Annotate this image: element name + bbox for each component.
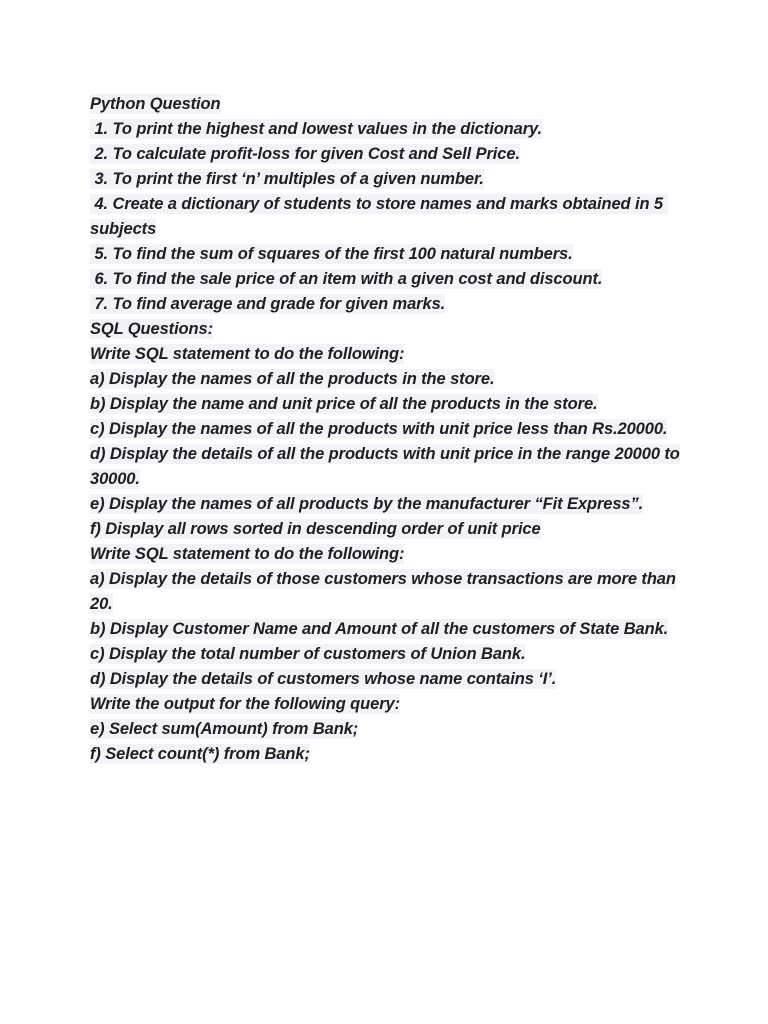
python-question-6 <box>90 267 690 292</box>
sql-output-instruction <box>90 692 690 717</box>
line-text: 7. To find average and grade for given marks. <box>90 295 446 313</box>
sql-question-2b <box>90 617 690 642</box>
line-text: 6. To find the sale price of an item with a given cost and discount. <box>90 270 603 288</box>
line-text: 4. Create a dictionary of students to store names and marks obtained in 5 subjects <box>90 195 668 238</box>
line-text: c) Display the names of all the products with unit price less than Rs.20000. <box>90 420 668 438</box>
line-text: Write SQL statement to do the following: <box>90 345 405 363</box>
line-text: SQL Questions: <box>90 320 213 338</box>
sql-query-f <box>90 742 690 767</box>
line-text: b) Display the name and unit price of all the products in the store. <box>90 395 598 413</box>
sql-question-2a <box>90 567 690 617</box>
sql-query-e <box>90 717 690 742</box>
line-text: Python Question <box>90 95 221 113</box>
line-text: f) Select count(*) from Bank; <box>90 745 310 763</box>
python-question-5 <box>90 242 690 267</box>
python-question-4 <box>90 192 690 242</box>
sql-instruction-1 <box>90 342 690 367</box>
document-body <box>90 92 690 767</box>
sql-question-1c <box>90 417 690 442</box>
line-text: d) Display the details of all the products with unit price in the range 20000 to 30000. <box>90 445 680 488</box>
heading-python-question <box>90 92 690 117</box>
line-text: a) Display the names of all the products in the store. <box>90 370 495 388</box>
sql-question-1d <box>90 442 690 492</box>
line-text: a) Display the details of those customers whose transactions are more than 20. <box>90 570 676 613</box>
line-text: 2. To calculate profit-loss for given Cost and Sell Price. <box>90 145 520 163</box>
sql-question-2d <box>90 667 690 692</box>
sql-instruction-2 <box>90 542 690 567</box>
line-text: Write SQL statement to do the following: <box>90 545 405 563</box>
line-text: 1. To print the highest and lowest values in the dictionary. <box>90 120 542 138</box>
line-text: f) Display all rows sorted in descending order of unit price <box>90 520 541 538</box>
line-text: b) Display Customer Name and Amount of all the customers of State Bank. <box>90 620 669 638</box>
sql-question-1b <box>90 392 690 417</box>
line-text: d) Display the details of customers whose name contains ‘I’. <box>90 670 557 688</box>
sql-question-1e <box>90 492 690 517</box>
sql-question-2c <box>90 642 690 667</box>
line-text: e) Select sum(Amount) from Bank; <box>90 720 359 738</box>
heading-sql-questions <box>90 317 690 342</box>
line-text: 5. To find the sum of squares of the first 100 natural numbers. <box>90 245 573 263</box>
line-text: Write the output for the following query: <box>90 695 400 713</box>
python-question-1 <box>90 117 690 142</box>
sql-question-1a <box>90 367 690 392</box>
python-question-7 <box>90 292 690 317</box>
line-text: 3. To print the first ‘n’ multiples of a given number. <box>90 170 484 188</box>
python-question-3 <box>90 167 690 192</box>
line-text: c) Display the total number of customers of Union Bank. <box>90 645 526 663</box>
python-question-2 <box>90 142 690 167</box>
sql-question-1f <box>90 517 690 542</box>
line-text: e) Display the names of all products by the manufacturer “Fit Express”. <box>90 495 644 513</box>
